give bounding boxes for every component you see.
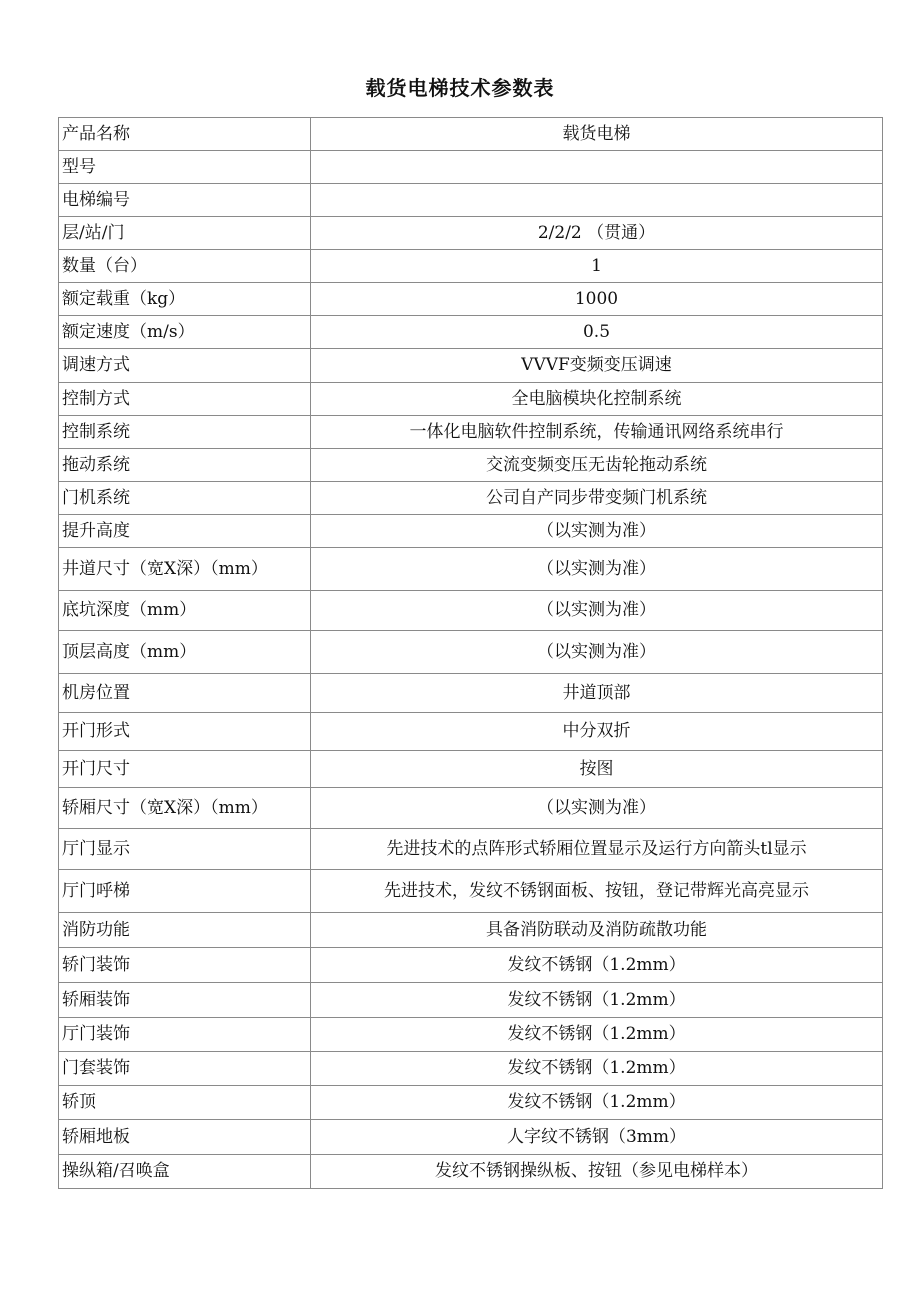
table-row xyxy=(59,349,883,383)
row-label: 轿厢装饰 xyxy=(59,983,311,1018)
row-label: 型号 xyxy=(59,151,311,184)
row-label: 轿顶 xyxy=(59,1086,311,1120)
row-value xyxy=(311,151,883,184)
row-value: 井道顶部 xyxy=(311,674,883,713)
row-value: 发纹不锈钢（1.2mm） xyxy=(311,1052,883,1086)
row-value: 1 xyxy=(311,250,883,283)
row-value: 人字纹不锈钢（3mm） xyxy=(311,1120,883,1155)
table-row xyxy=(59,217,883,250)
table-row xyxy=(59,751,883,788)
row-label: 开门形式 xyxy=(59,713,311,751)
table-row xyxy=(59,416,883,449)
row-label: 产品名称 xyxy=(59,118,311,151)
table-row xyxy=(59,948,883,983)
row-label: 调速方式 xyxy=(59,349,311,383)
table-row xyxy=(59,449,883,482)
row-value: 发纹不锈钢操纵板、按钮（参见电梯样本） xyxy=(311,1155,883,1189)
row-label: 顶层高度（mm） xyxy=(59,631,311,674)
row-label: 厅门呼梯 xyxy=(59,870,311,913)
row-label: 轿门装饰 xyxy=(59,948,311,983)
row-value: 1000 xyxy=(311,283,883,316)
row-label: 开门尺寸 xyxy=(59,751,311,788)
spec-table-body xyxy=(59,118,883,1189)
row-value: 发纹不锈钢（1.2mm） xyxy=(311,948,883,983)
table-row xyxy=(59,591,883,631)
row-label: 控制系统 xyxy=(59,416,311,449)
spec-table xyxy=(58,117,883,1189)
row-label: 额定载重（kg） xyxy=(59,283,311,316)
row-label: 层/站/门 xyxy=(59,217,311,250)
row-label: 井道尺寸（宽X深）（mm） xyxy=(59,548,311,591)
row-value xyxy=(311,184,883,217)
row-value: 发纹不锈钢（1.2mm） xyxy=(311,1086,883,1120)
table-row xyxy=(59,383,883,416)
document-title: 载货电梯技术参数表 xyxy=(365,76,555,100)
row-label: 厅门装饰 xyxy=(59,1018,311,1052)
table-row xyxy=(59,1155,883,1189)
table-row xyxy=(59,151,883,184)
table-row xyxy=(59,713,883,751)
row-label: 电梯编号 xyxy=(59,184,311,217)
row-value: （以实测为准） xyxy=(311,548,883,591)
row-label: 门套装饰 xyxy=(59,1052,311,1086)
row-value: 0.5 xyxy=(311,316,883,349)
row-label: 门机系统 xyxy=(59,482,311,515)
row-label: 数量（台） xyxy=(59,250,311,283)
row-label: 额定速度（m/s） xyxy=(59,316,311,349)
row-value: 具备消防联动及消防疏散功能 xyxy=(311,913,883,948)
table-row xyxy=(59,1018,883,1052)
table-row xyxy=(59,1086,883,1120)
row-value: VVVF变频变压调速 xyxy=(311,349,883,383)
row-value: 公司自产同步带变频门机系统 xyxy=(311,482,883,515)
table-row xyxy=(59,1120,883,1155)
table-row xyxy=(59,283,883,316)
row-value: （以实测为准） xyxy=(311,515,883,548)
table-row xyxy=(59,184,883,217)
table-row xyxy=(59,1052,883,1086)
row-value: 2/2/2 （贯通） xyxy=(311,217,883,250)
row-value: 按图 xyxy=(311,751,883,788)
row-value: （以实测为准） xyxy=(311,788,883,829)
row-label: 消防功能 xyxy=(59,913,311,948)
row-label: 底坑深度（mm） xyxy=(59,591,311,631)
row-label: 提升高度 xyxy=(59,515,311,548)
table-row xyxy=(59,118,883,151)
row-value: 交流变频变压无齿轮拖动系统 xyxy=(311,449,883,482)
table-row xyxy=(59,250,883,283)
row-label: 轿厢地板 xyxy=(59,1120,311,1155)
table-row xyxy=(59,316,883,349)
table-row xyxy=(59,829,883,870)
row-label: 操纵箱/召唤盒 xyxy=(59,1155,311,1189)
table-row xyxy=(59,482,883,515)
row-label: 轿厢尺寸（宽X深）（mm） xyxy=(59,788,311,829)
table-row xyxy=(59,631,883,674)
row-label: 控制方式 xyxy=(59,383,311,416)
table-row xyxy=(59,548,883,591)
row-value: （以实测为准） xyxy=(311,631,883,674)
row-label: 厅门显示 xyxy=(59,829,311,870)
row-value: 发纹不锈钢（1.2mm） xyxy=(311,983,883,1018)
table-row xyxy=(59,788,883,829)
table-row xyxy=(59,983,883,1018)
table-row xyxy=(59,870,883,913)
row-value: 全电脑模块化控制系统 xyxy=(311,383,883,416)
table-row xyxy=(59,515,883,548)
row-value: 载货电梯 xyxy=(311,118,883,151)
row-value: 先进技术的点阵形式轿厢位置显示及运行方向箭头tl显示 xyxy=(311,829,883,870)
row-value: 一体化电脑软件控制系统，传输通讯网络系统串行 xyxy=(311,416,883,449)
row-label: 拖动系统 xyxy=(59,449,311,482)
row-label: 机房位置 xyxy=(59,674,311,713)
row-value: 先进技术，发纹不锈钢面板、按钮，登记带辉光高亮显示 xyxy=(311,870,883,913)
row-value: 中分双折 xyxy=(311,713,883,751)
row-value: （以实测为准） xyxy=(311,591,883,631)
table-row xyxy=(59,674,883,713)
table-row xyxy=(59,913,883,948)
row-value: 发纹不锈钢（1.2mm） xyxy=(311,1018,883,1052)
